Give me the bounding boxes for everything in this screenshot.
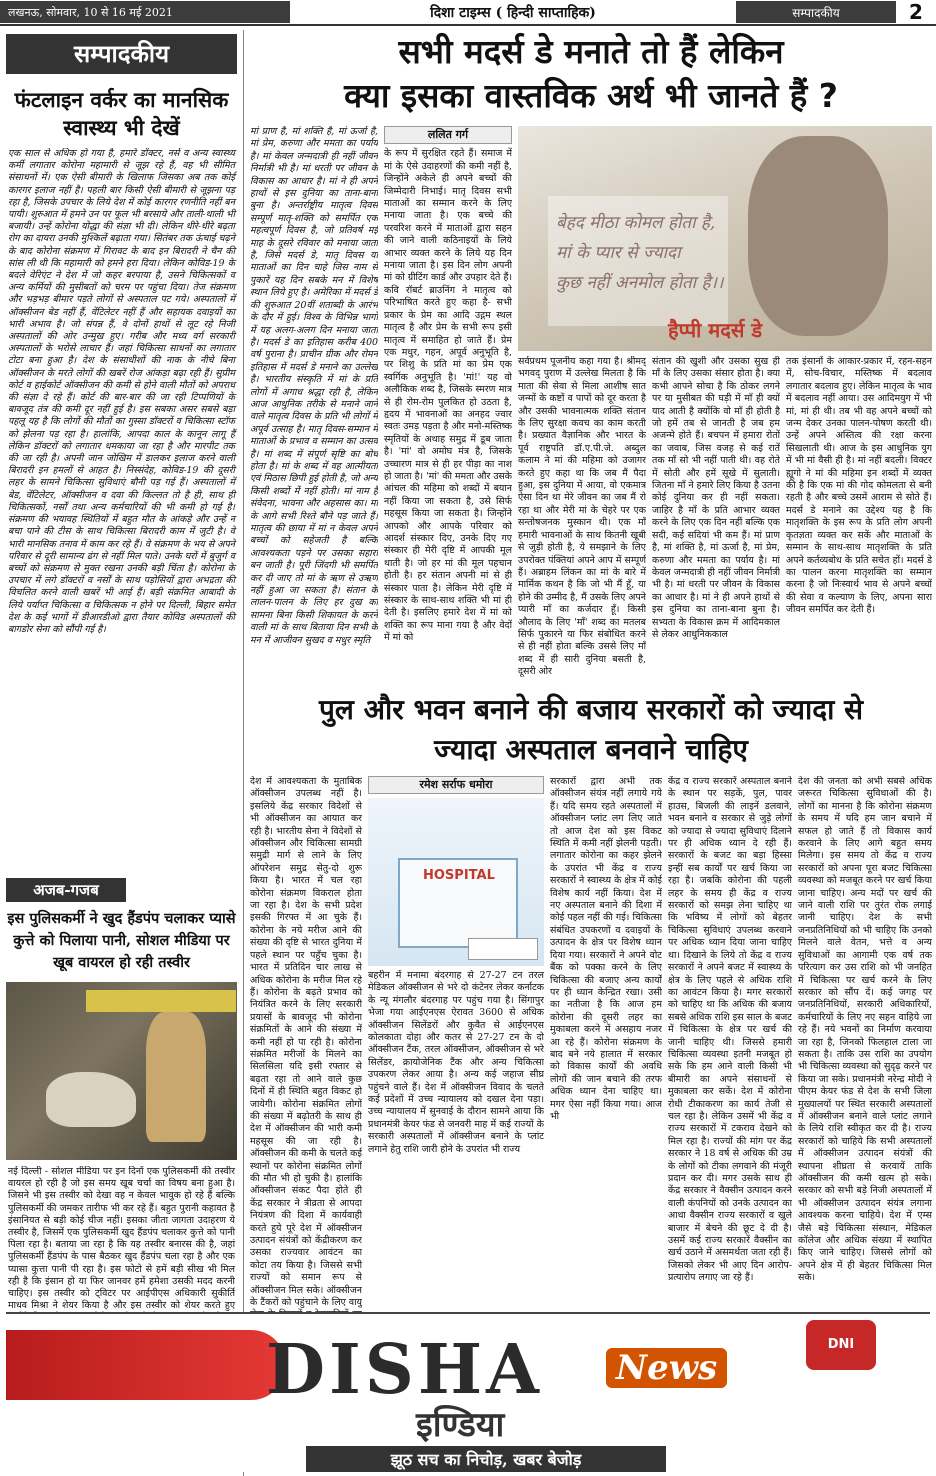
ajab-gajab-tag: अजब-गजब xyxy=(6,878,126,902)
article1-col4: संतान की खुशी और उसका सुख ही माँ के लिए उसका संसार होता है। क्या कभी आपने सोचा है कि ठोकर लगने पर या मुसीबत की घड़ी में माँ ही क्यों याद आती है क्योंकि वो माँ ही होती है जो हमें तब से जानती है जब हम अजन्मे होते हैं। बचपन में हमारा रोतों का जवाब, जिस वजह से कई रातें तक माँ सो भी नहीं पाती थी। वह रोते में सोती और हमें सूखे में सुलाती। जितना माँ ने हमारे लिए किया है उतना कोई दुनिया कर ही नहीं सकता। जाहिर है माँ के प्रति आभार व्यक्त करने के लिए एक दिन नहीं बल्कि एक सदी, कई सदियां भी कम हैं। मां प्राण है, मां शक्ति है, मां ऊर्जा है, मां प्रेम, करुणा और ममता का पर्याय है। मां केवल जन्मदात्री ही नहीं जीवन निर्मात्री भी है। मां धरती पर जीवन के विकास का आधार है। मां ने ही अपने हाथों से इस दुनिया का ताना-बाना बुना है। सभ्यता के विकास क्रम में आदिमकाल से लेकर आधुनिककाल xyxy=(652,356,780,640)
banner-brand: DISHA xyxy=(266,1330,543,1410)
left-column xyxy=(0,30,244,1476)
dog-figure xyxy=(46,1072,136,1127)
ajab-body: नई दिल्ली - सोशल मीडिया पर इन दिनों एक पुलिसकर्मी की तस्वीर वायरल हो रही है जो इस समय खूब चर्चा का विषय बना हुआ है। जिसने भी इस तस्वीर को देखा वह न केवल भावुक हो रहे हैं बल्कि पुलिसकर्मी की जमकर तारीफ भी कर रहे हैं। बहुत पुरानी कहावत है इंसानियत से बड़ी कोई चीज नहीं। इसका जीता जागता उदाहरण ये तस्वीर है, जिसमें एक पुलिसकर्मी खुद हैंडपंप चलाकर कुत्ते को पानी पिला रहा है। बताया जा रहा है कि यह तस्वीर बनारस की है, जहां पुलिसकर्मी हैंडपंप के पास बैठकर खुद हैंडपंप चला रहा है और एक प्यासा कुत्ता पानी पी रहा है। इस फोटो से हमें बड़ी सीख भी मिल रही है कि इंसान हो या फिर जानवर हमें हमेशा उसकी मदद करनी चाहिए। इस तस्वीर को ट्विटर पर आईपीएस अधिकारी सुकीर्ति माधव मिश्रा ने शेयर किया है और इस तस्वीर को शेयर करते हुए xyxy=(8,1166,235,1312)
ajab-headline: इस पुलिसकर्मी ने खुद हैंडपंप चलाकर प्यासे कुत्ते को पिलाया पानी, सोशल मीडिया पर खूब वायरल हो रही तस्वीर xyxy=(7,910,236,971)
article1-headline-line1: सभी मदर्स डे मनाते तो हैं लेकिन xyxy=(398,32,784,71)
photo-sign-board xyxy=(86,990,236,1012)
quote-text: बेहद मीठा कोमल होता है, मां के प्यार से ज्यादा कुछ नहीं अनमोल होता है।। xyxy=(556,213,724,293)
banner-india: इण्डिया xyxy=(416,1405,505,1445)
article1-col3: सर्वप्रथम पूजनीय कहा गया है। श्रीमद् भगवद् पुराण में उल्लेख मिलता है कि माता की सेवा से मिला आशीष सात जन्मों के कष्टों व पापों को दूर करता है और उसकी भावनात्मक शक्ति संतान के लिए सुरक्षा कवच का काम करती है। प्रख्यात वैज्ञानिक और भारत के पूर्व राष्ट्रपति डॉ.ए.पी.जे. अब्दुल कलाम ने मां की महिमा को उजागर करते हुए कहा था कि जब मैं पैदा हुआ, इस दुनिया में आया, वो एकमात्र ऐसा दिन था मेरे जीवन का जब मैं रो रहा था और मेरी मां के चेहरे पर एक सन्तोषजनक मुस्कान थी। एक माँ हमारी भावनाओं के साथ कितनी खूबी से जुड़ी होती है, ये समझाने के लिए उपरोक्त पंक्तियां अपने आप में सम्पूर्ण हैं। अब्राहम लिंकन का मां के बारे में मार्मिक कथन है कि जो भी मैं हूँ, या होने की उम्मीद है, मैं उसके लिए अपने प्यारी माँ का कर्जदार हूँ। किसी औलाद के लिए 'माँ' शब्द का मतलब सिर्फ पुकारने या फिर संबोधित करने से ही नहीं होता बल्कि उससे लिए माँ शब्द में ही सारी दुनिया बसती है, दूसरी ओर xyxy=(518,356,646,678)
banner-red-swoosh xyxy=(6,1330,286,1400)
article2-headline-line1: पुल और भवन बनाने की बजाय सरकारों को ज्यादा से xyxy=(319,693,863,726)
banner-tagline: झूठ सच का निचोड़, खबर बेजोड़ xyxy=(306,1446,666,1472)
article2-col5: देश की जनता को अभी सबसे अधिक जरूरत चिकित्सा सुविधाओं की है। लोगों का मानना है कि कोरोना संक्रमण के समय में यदि हम जान बचाने में सफल हो जाते हैं तो विकास कार्य करवाने के लिए आगे बहुत समय मिलेगा। इस समय तो केंद्र व राज्य सरकारों को अपना पूरा बजट चिकित्सा व्यवस्था को मजबूत करने पर खर्च किया जाना चाहिए। अन्य मदों पर खर्च की जाने वाली राशि पर तुरंत रोक लगाई जानी चाहिए। देश के सभी जनप्रतिनिधियों को भी चाहिए कि उनको मिलने वाले वेतन, भत्ते व अन्य सुविधाओं का आगामी एक वर्ष तक परित्याग कर उस राशि को भी जनहित में चिकित्सा पर खर्च करने के लिए सरकार को सौंप दें। कई जगह पर जनप्रतिनिधियों, सरकारी अधिकारियों, कर्मचारियों के लिए नए सहन वाहिये जा रहे हैं। नये भवनों का निर्माण करवाया जा रहा है, जिनको फिलहाल टाला जा सकता है। ताकि उस राशि का उपयोग भी चिकित्सा व्यवस्था को सुदृढ़ करने पर किया जा सके। प्रधानमंत्री नरेन्द्र मोदी ने पीएम केयर फंड से देश के सभी जिला मुख्यालयों पर स्थित सरकारी अस्पतालों में ऑक्सीजन बनाने वाले प्लांट लगाने के लिये राशि स्वीकृत कर दी है। राज्य सरकारों को चाहिये कि सभी अस्पतालों में ऑक्सीजन उत्पादन संयंत्रों की स्थापना शीघ्रता से करवायें ताकि ऑक्सीजन की कमी खत्म हो सके। सरकार को सभी बड़े निजी अस्पतालों में भी ऑक्सीजन उत्पादन संयंत्र लगाना आवश्यक करना चाहिये। देश में एम्स जैसे बड़े चिकित्सा संस्थान, मेडिकल कॉलेज और अधिक संख्या में स्थापित किए जाने चाहिए। जिससे लोगों को अपने क्षेत्र में ही बेहतर चिकित्सा मिल सके। xyxy=(798,776,932,1284)
masthead-bar xyxy=(0,0,936,26)
article2-col1: देश में आवश्यकता के मुताबिक ऑक्सीजन उपलब्ध नहीं है। इसलिये केंद्र सरकार विदेशों से भी ऑक्सीजन का आयात कर रही है। भारतीय सेना ने विदेशों से ऑक्सीजन और चिकित्सा सामग्री समुद्री मार्ग से लाने के लिए ऑपरेशन समुद्र सेतु-दो शुरू किया है। भारत में चल रहा कोरोना संक्रमण विकराल होता जा रहा है। देश के सभी प्रदेश इसकी गिरफ्त में आ चुके हैं। कोरोना के नये मरीज आने की संख्या की दृष्टि से भारत दुनिया में पहले स्थान पर पहुँच चुका है। भारत में प्रतिदिन चार लाख से अधिक कोरोना के मरीज मिल रहे हैं। कोरोना के बढ़ते प्रभाव को नियंत्रित करने के लिए सरकारी प्रयासों के बावजूद भी कोरोना संक्रमितों के आने की संख्या में कमी नहीं हो पा रही है। कोरोना संक्रमित मरीजों के मिलने का सिलसिला यदि इसी रफ्तार से बढ़ता रहा तो आने वाले कुछ दिनों में ही स्थिति बहुत विकट हो जायेगी। कोरोना संक्रमित लोगों की संख्या में बढ़ोतरी के साथ ही देश में ऑक्सीजन की भारी कमी महसूस की जा रही है। ऑक्सीजन की कमी के चलते कई स्थानों पर कोरोना संक्रमित लोगों की मौत भी हो चुकी है। हालांकि ऑक्सीजन संकट पैदा होते ही केंद्र सरकार ने त्रीव्रता से आपदा नियंत्रण की दिशा में कार्यवाही करते हुये पूरे देश में ऑक्सीजन उत्पादन संयंत्रों को केंद्रीकरण कर उसका राज्यवार आवंटन का कोटा तय किया है। जिससे सभी राज्यों को समान रूप से ऑक्सीजन मिल सके। ऑक्सीजन के टैंकरों को पहुंचाने के लिए वायु xyxy=(250,776,362,1309)
hospital-image xyxy=(368,798,544,966)
article2-col4: केंद्र व राज्य सरकारें अस्पताल बनाने के स्थान पर सड़कें, पुल, पावर हाउस, बिजली की लाइनें डलवाने, भवन बनाने व सरकार से जुड़े लोगों को ज्यादा से ज्यादा सुविधाएं दिलाने पर ही अधिक ध्यान दे रही हैं। सरकारों के बजट का बड़ा हिस्सा इन्हीं सब कार्यों पर खर्च किया जा रहा है। जबकि कोरोना की पहली लहर के समय ही केंद्र व राज्य सरकारों को समझ लेना चाहिए था कि भविष्य में लोगों को बेहतर चिकित्सा सुविधाएं उपलब्ध करवाने पर अधिक ध्यान दिया जाना चाहिए था। दिखाने के लिये तो केंद्र व राज्य सरकारों ने अपने बजट में स्वास्थ्य के क्षेत्र के लिए पहले से अधिक राशि का आवंटन किया है। मगर सरकारों को चाहिए था कि अधिक की बजाय सबसे अधिक राशि इस साल के बजट में चिकित्सा के क्षेत्र पर खर्च की जानी चाहिए थी। जिससे हमारी चिकित्सा व्यवस्था इतनी मजबूत हो सके कि हम आने वाली किसी भी बीमारी का अपने संसाधनों से मुकाबला कर सकें। देश में कोरोना रोधी टीकाकरण का कार्य तेजी से चल रहा है। लेकिन उसमें भी केंद्र व राज्य सरकारों में टकराव देखने को मिल रहा है। राज्यों की मांग पर केंद्र सरकार ने 18 वर्ष से अधिक की उम्र के लोगों को टीका लगवाने की मंजूरी प्रदान कर दी। मगर उसके साथ ही केंद्र सरकार ने वैक्सीन उत्पादन करने वाली कंपनियों को उनके उत्पादन का आधा वैक्सीन राज्य सरकारों व खुले बाजार में बेचने की छूट दे दी है। उसमें कई राज्य सरकारें वैक्सीन का खर्च उठाने में असमर्थता जता रही हैं। जिसको लेकर भी आए दिन आरोप-प्रत्यारोप लगाए जा रहे हैं। xyxy=(668,776,792,1284)
article1-col2: ललित गर्ग के रूप में सुरक्षित रहते हैं। समाज में मां के ऐसे उदाहरणों की कमी नहीं है, जिन्होंने अकेले ही अपने बच्चों की जिम्मेदारी निभाई। मातृ दिवस सभी माताओं का सम्मान करने के लिए मनाया जाता है। एक बच्चे की परवरिश करने में माताओं द्वारा सहन की जाने वाली कठिनाइयों के लिये आभार व्यक्त करने के लिये यह दिन मनाया जाता है। इस दिन लोग अपनी मां को ग्रीटिंग कार्ड और उपहार देते हैं। कवि रॉबर्ट ब्राउनिंग ने मातृत्व को परिभाषित करते हुए कहा है- सभी प्रकार के प्रेम का आदि उद्गम स्थल मातृत्व है और प्रेम के सभी रूप इसी मातृत्व में समाहित हो जाते हैं। प्रेम एक मधुर, गहन, अपूर्व अनुभूति है, पर शिशु के प्रति मां का प्रेम एक स्वर्गिक अनुभूति है। 'मां!' यह वो अलौकिक शब्द है, जिसके स्मरण मात्र से ही रोम-रोम पुलकित हो उठता है, हृदय में भावनाओं का अनहद ज्वार स्वतः उमड़ पड़ता है और मनो-मस्तिष्क स्मृतियों के अथाह समुद्र में डूब जाता है। 'मां' वो अमोघ मंत्र है, जिसके उच्चारण मात्र से ही हर पीड़ा का नाश हो जाता है। 'मां' की ममता और उसके आंचल की महिमा को शब्दों में बयान नहीं किया जा सकता है, उसे सिर्फ महसूस किया जा सकता है। जिन्होंने आपको और आपके परिवार को आदर्श संस्कार दिए, उनके दिए गए संस्कार ही मेरी दृष्टि में आपकी मूल थाती है। जो हर मां की मूल पहचान होती है। हर संतान अपनी मां से ही संस्कार पाता है। लेकिन मेरी दृष्टि में संस्कार के साथ-साथ शक्ति भी मां ही देती है। इसलिए हमारे देश में मां को शक्ति का रूप माना गया है और वेदों में मां को xyxy=(384,128,512,644)
article2-byline-wrap xyxy=(368,776,544,796)
article2-headline xyxy=(250,690,932,770)
section-label: सम्पादकीय xyxy=(736,1,896,23)
page-number: 2 xyxy=(909,0,923,24)
editorial-tag: सम्पादकीय xyxy=(6,34,237,74)
ambulance-figure xyxy=(468,938,538,960)
hospital-sign: HOSPITAL xyxy=(423,868,495,883)
happy-mothers-day-caption: हैप्पी मदर्स डे xyxy=(668,318,763,342)
editorial-headline: फंटलाइन वर्कर का मानसिक स्वास्थ्य भी देखें xyxy=(14,87,229,140)
issue-date: लखनऊ, सोमवार, 10 से 16 मई 2021 xyxy=(0,1,290,23)
policeman-figure xyxy=(146,1012,206,1142)
disha-news-banner xyxy=(6,1312,930,1472)
dni-logo-icon: DNI xyxy=(806,1320,876,1370)
banner-news: News xyxy=(606,1348,727,1388)
mothers-day-image xyxy=(518,126,932,351)
policeman-dog-photo xyxy=(6,982,237,1160)
mother-child-figure xyxy=(748,136,888,336)
article2-col2: बहरीन में मनामा बंदरगाह से 27-27 टन तरल मेडिकल ऑक्सीजन से भरे दो कंटेनर लेकर कर्नाटक के न्यू मंगलौर बंदरगाह पर पहुंच गया है। सिंगापुर भेजा गया आईएनएस ऐरावत 3600 से अधिक ऑक्सीजन सिलेंडरों और कुवैत से आईएनएस कोलकाता दोहा और कतर से 27-27 टन के दो ऑक्सीजन टैंक, तरल ऑक्सीजन, ऑक्सीजन से भरे सिलेंडर, क्रायोजेनिक टैंक और अन्य चिकित्सा उपकरण लेकर आया है। अन्य कई जहाज सीघ्र पहुंचने वाले हैं। देश में ऑक्सीजन विवाद के चलते कई प्रदेशों में उच्च न्यायालय को दखल देना पड़ा। उच्च न्यायालय में सुनवाई के दौरान सामने आया कि प्रधानमंत्री केयर फंड से जनवरी माह में कई राज्यों के सरकारी अस्पतालों में ऑक्सीजन बनाने के प्लांट लगाने हेतु राशि जारी होने के उपरांत भी राज्य xyxy=(368,970,544,1155)
main-area xyxy=(250,30,932,1309)
article1-body xyxy=(250,126,932,686)
article2-headline-line2: ज्यादा अस्पताल बनवाने चाहिए xyxy=(434,733,748,766)
article2-byline: रमेश सर्राफ धमोरा xyxy=(368,776,544,794)
editorial-body: एक साल से अधिक हो गया है, हमारे डॉक्टर, नर्स व अन्य स्वास्थ्य कर्मी लगातार कोरोना महामारी से जूझ रहे हैं, वह भी सीमित संसाधनों में। एक ऐसी बीमारी के खिलाफ जिसका अब तक कोई कारगर इलाज नहीं है। पहली बार किसी ऐसी बीमारी से जूझना पड़ रहा है, जिसके उपचार के लिये देश में कोई कारगर रणनीति नहीं बन पायी। शुरुआत में हमने उन पर फूल भी बरसाये और ताली-थाली भी बजायी। उन्हें कोरोना योद्धा की संज्ञा भी दी। लेकिन धीरे-धीरे बढ़ता रोग का दायरा उनकी मुश्किलें बढ़ाता गया। सितंबर तक ऊंचाई चढ़ने के बाद कोरोना संक्रमण में गिरावट के बाद इन बिरादरी ने चैन की सांस ली थी कि महामारी को हमने हरा दिया। लेकिन कोविड-19 के बदले वेरिएंट ने देश में जो कहर बरपाया है, उसने चिकित्सकों व अन्य कर्मियों की मुसीबतों को चरम पर पहुंचा दिया। तेज संक्रमण और भड़भड़ बीमार पड़ते लोगों से अस्पताल पट गये। अस्पतालों में ऑक्सीजन बेड नहीं हैं, वेंटिलेटर नहीं हैं और सहायक दवाइयों का भारी अभाव है। जो संपन्न हैं, वे दोनों हाथों से लूट रहे निजी अस्पतालों की ओर उन्मुख हुए। गरीब और मध्य वर्ग सरकारी अस्पतालों के भरोसे लाचार हैं। जहां चिकित्सा साधनों का लगातार टोटा बना हुआ है। देश के संसाधीशों की नाक के नीचे बिना ऑक्सीजन के मरते लोगों की खबरें रोज आंकड़ा बढ़ा रही हैं। सुप्रीम कोर्ट व हाईकोर्ट ऑक्सीजन की कमी से होने वाली मौतों को अपराध की संज्ञा दे रहे हैं। कोर्ट की बार-बार की जा रही टिप्पणियों के बावजूद तंत्र की कमी दूर नहीं हुई है। इस सबका असर सबसे बड़ा पहलू यह है कि लोगों की मौतों का गुस्सा डॉक्टरों व चिकित्सा स्टॉफ को झेलना पड़ रहा है। हालांकि, आपदा काल के कानून लागू हैं लेकिन डॉक्टरों को लगातार धमकाया जा रहा है और मारपीट तक की जा रही है। अपनी जान जोखिम में डालकर इलाज करने वाली बिरादरी इन हमलों से आहत है। निस्संदेह, कोविड-19 की दूसरी लहर के सामने चिकित्सा सुविधाएं बौनी पड़ गई हैं। अस्पतालों में बेड, वेंटिलेटर, ऑक्सीजन व दवा की किल्लत तो है ही, साथ ही चिकित्सकों, नर्सों तथा अन्य कर्मचारियों की भी कमी हो गई है। संक्रमण की भयावह स्थितियों में बहुत मौत के आंकड़े और उन्हें न बचा पाने की टीस के साथ चिकित्सा बिरादरी काम में जुटी है। वे भारी मानसिक तनाव में काम कर रहे हैं। वे संक्रमण के भय से अपने परिवार से दूरी सामान्य ढंग से नहीं मिल पाते। उनके घरों में बुजुर्ग व बच्चों को संक्रमण से मुक्त रखना उनकी बड़ी चिंता है। कोरोना के उपचार में लगे डॉक्टरों व नर्सों के साथ पड़ोसियों द्वारा अभद्रता की विचलित करने वाली खबरें भी आई हैं। बड़ी संक्रमित आबादी के लिये पर्याप्त चिकित्सा व चिकित्सक न होने पर दिल्ली, बिहार समेत देश के कई भागों में डीआरडीओ द्वारा तैयार कोविड अस्पतालों की बागडोर सेना को सौंपी गई है। xyxy=(8,148,235,635)
article1-headline-line2: क्या इसका वास्तविक अर्थ भी जानते हैं ? xyxy=(344,76,838,115)
article1-col1: मां प्राण है, मां शक्ति है, मां ऊर्जा है, मां प्रेम, करुणा और ममता का पर्याय है। मां केवल जन्मदात्री ही नहीं जीवन निर्मात्री भी है। मां धरती पर जीवन के विकास का आधार है। मां ने ही अपने हाथों से इस दुनिया का ताना-बाना बुना है। अन्तर्राष्ट्रीय मातृत्व दिवस सम्पूर्ण मातृ-शक्ति को समर्पित एक महत्वपूर्ण दिवस है, जो प्रतिवर्ष मई माह के दूसरे रविवार को मनाया जाता है, जिसे मदर्स डे, मातृ दिवस या माताओं का दिन चाहे जिस नाम से पुकारें यह दिन सबके मन में विशेष स्थान लिये हुए है। अमेरिका में मदर्स डे की शुरुआत 20वीं शताब्दी के आरंभ के दौर में हुई। विश्व के विभिन्न भागों में यह अलग-अलग दिन मनाया जाता है। मदर्स डे का इतिहास करीब 400 वर्ष पुराना है। प्राचीन ग्रीक और रोमन इतिहास में मदर्स डे मनाने का उल्लेख है। भारतीय संस्कृति में मां के प्रति लोगों में अगाध श्रद्धा रही है, लेकिन आज आधुनिक तरीके से मनाने जाने वाले मातृत्व दिवस के प्रति भी लोगों में अपूर्व उत्साह है। मातृ दिवस-सम्मान में माताओं के प्रभाव व सम्मान का उत्सव है। मां शब्द में संपूर्ण सृष्टि का बोध होता है। मां के शब्द में वह आत्मीयता एवं मिठास छिपी हुई होती है, जो अन्य किसी शब्दों में नहीं होती। मां नाम है संवेदना, भावना और अहसास का। मां के आगे सभी रिश्ते बौने पड़ जाते हैं। मातृत्व की छाया में मां न केवल अपने बच्चों को सहेजती है बल्कि आवश्यकता पड़ने पर उसका सहारा बन जाती है। पूरी जिंदगी भी समर्पित कर दी जाए तो मां के ऋण से उऋण नहीं हुआ जा सकता है। संतान के लालन-पालन के लिए हर दुख का सामना बिना किसी शिकायत के करने वाली मां के साथ बिताया दिन सभी के मन में आजीवन सुखद व मधुर स्मृति xyxy=(250,126,378,646)
article1-col5: तक इंसानों के आकार-प्रकार में, रहन-सहन में, सोच-विचार, मस्तिष्क में बदलाव लगातार बदलाव हुए। लेकिन मातृत्व के भाव में बदलाव नहीं आया। उस आदिमयुग में भी मां, मां ही थी। तब भी वह अपने बच्चों को जन्म देकर उनका पालन-पोषण करती थी। उन्हें अपने अस्तित्व की रक्षा करना सिखलाती थी। आज के इस आधुनिक युग में भी मां वैसी ही है। मां नहीं बदली। विक्टर ह्यूगो ने मां की महिमा इन शब्दों में व्यक्त की है कि एक मां की गोद कोमलता से बनी रहती है और बच्चे उसमें आराम से सोते हैं। मदर्स डे मनाने का उद्देश्य यह है कि मातृशक्ति के इस रूप के प्रति लोग अपनी कृतज्ञता व्यक्त कर सकें और माताओं के सम्मान के साथ-साथ मातृशक्ति के प्रति अपने कर्तव्यबोध के प्रति सचेत हों। मदर्स डे का पालन करना मातृशक्ति का सम्मान करना है जो निःस्वार्थ भाव से अपने बच्चों की सेवा व कल्याण के लिए, अपना सारा जीवन समर्पित कर देती हैं। xyxy=(786,356,932,616)
article1-byline: ललित गर्ग xyxy=(384,126,512,144)
article2-body xyxy=(250,776,932,1336)
article2-col3: सरकारों द्वारा अभी तक ऑक्सीजन संयंत्र नहीं लगाये गये हैं। यदि समय रहते अस्पतालों में ऑक्सीजन प्लांट लग लिए जाते तो आज देश को इस विकट स्थिति में कमी नहीं झेलनी पड़ती। लगातार कोरोना का कहर झेलने के उपरांत भी केंद्र व राज्य सरकारों ने स्वास्थ्य के क्षेत्र में कोई विशेष कार्य नहीं किया। देश में नए अस्पताल बनाने की दिशा में कोई पहल नहीं की गई। चिकित्सा संबंधित उपकरणों व दवाइयों के उत्पादन के क्षेत्र पर विशेष ध्यान दिया गया। सरकारों ने अपने वोट बैंक को पक्का करने के लिए चिकित्सा की बजाए अन्य कार्यों पर ही ध्यान केन्द्रित रखा। उसी का नतीजा है कि आज हम कोरोना की दूसरी लहर का मुकाबला करने में असहाय नजर आ रहे हैं। कोरोना संक्रमण के बाद बने नये हालात में सरकार को विकास कार्यों की अवधि लोगों की जान बचाने की तरफ अधिक ध्यान देना चाहिए था। मगर ऐसा नहीं किया गया। आज भी xyxy=(550,776,662,1122)
paper-name: दिशा टाइम्स ( हिन्दी साप्ताहिक) xyxy=(430,4,596,21)
